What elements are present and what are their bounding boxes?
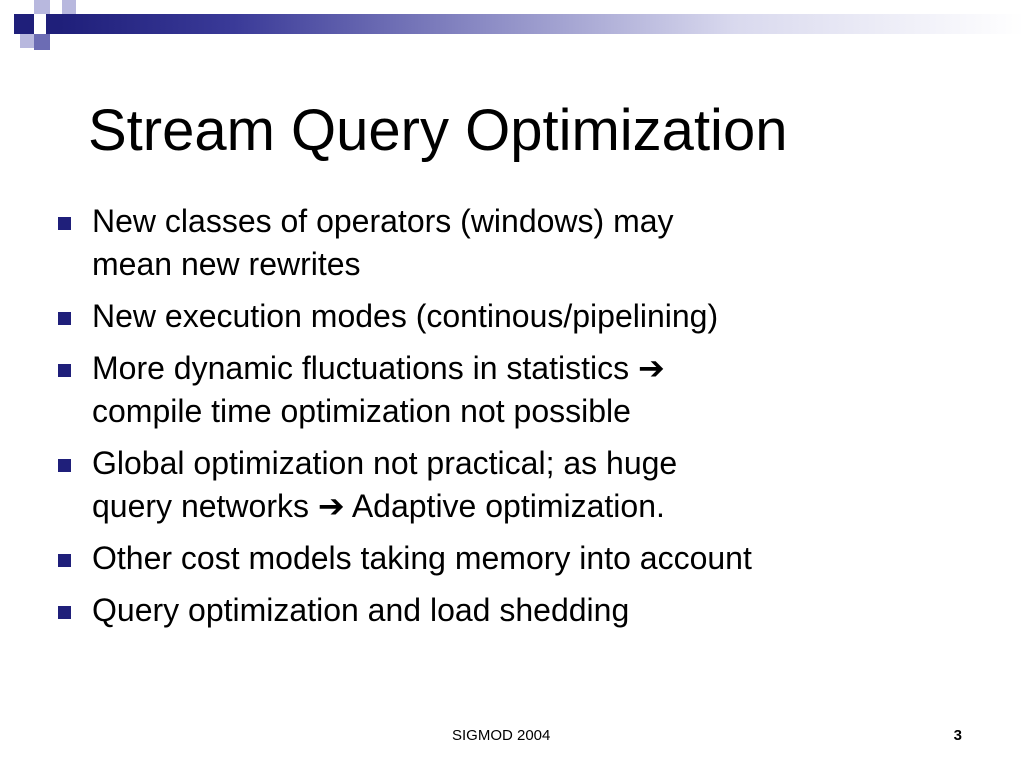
bullet-item	[56, 442, 956, 528]
page-number: 3	[953, 727, 962, 744]
bullet-text: New classes of operators (windows) may mean new rewrites	[92, 203, 674, 282]
decor-square-light	[34, 0, 50, 14]
decor-square-light	[62, 0, 76, 14]
bullet-list	[56, 200, 956, 641]
square-bullet-icon	[58, 554, 71, 567]
square-bullet-icon	[58, 606, 71, 619]
bullet-text: Global optimization not practical; as huge query networks ➔ Adaptive optimization.	[92, 445, 678, 524]
decor-square-dark	[46, 14, 60, 34]
header-gradient-bar	[60, 14, 1024, 34]
bullet-text: Other cost models taking memory into account	[92, 540, 752, 576]
footer-venue: SIGMOD 2004	[452, 727, 551, 744]
slide-title: Stream Query Optimization	[88, 98, 788, 163]
decor-square-light	[20, 34, 34, 48]
bullet-item	[56, 589, 956, 632]
square-bullet-icon	[58, 312, 71, 325]
bullet-item	[56, 347, 956, 433]
decor-square-dark	[14, 14, 34, 34]
decor-square-mid	[34, 34, 50, 50]
bullet-text: Query optimization and load shedding	[92, 592, 630, 628]
bullet-text: More dynamic fluctuations in statistics ➔ compile time optimization not possible	[92, 350, 665, 429]
square-bullet-icon	[58, 459, 71, 472]
bullet-text: New execution modes (continous/pipelining)	[92, 298, 719, 334]
bullet-item	[56, 537, 956, 580]
bullet-item	[56, 295, 956, 338]
bullet-item	[56, 200, 956, 286]
square-bullet-icon	[58, 217, 71, 230]
square-bullet-icon	[58, 364, 71, 377]
